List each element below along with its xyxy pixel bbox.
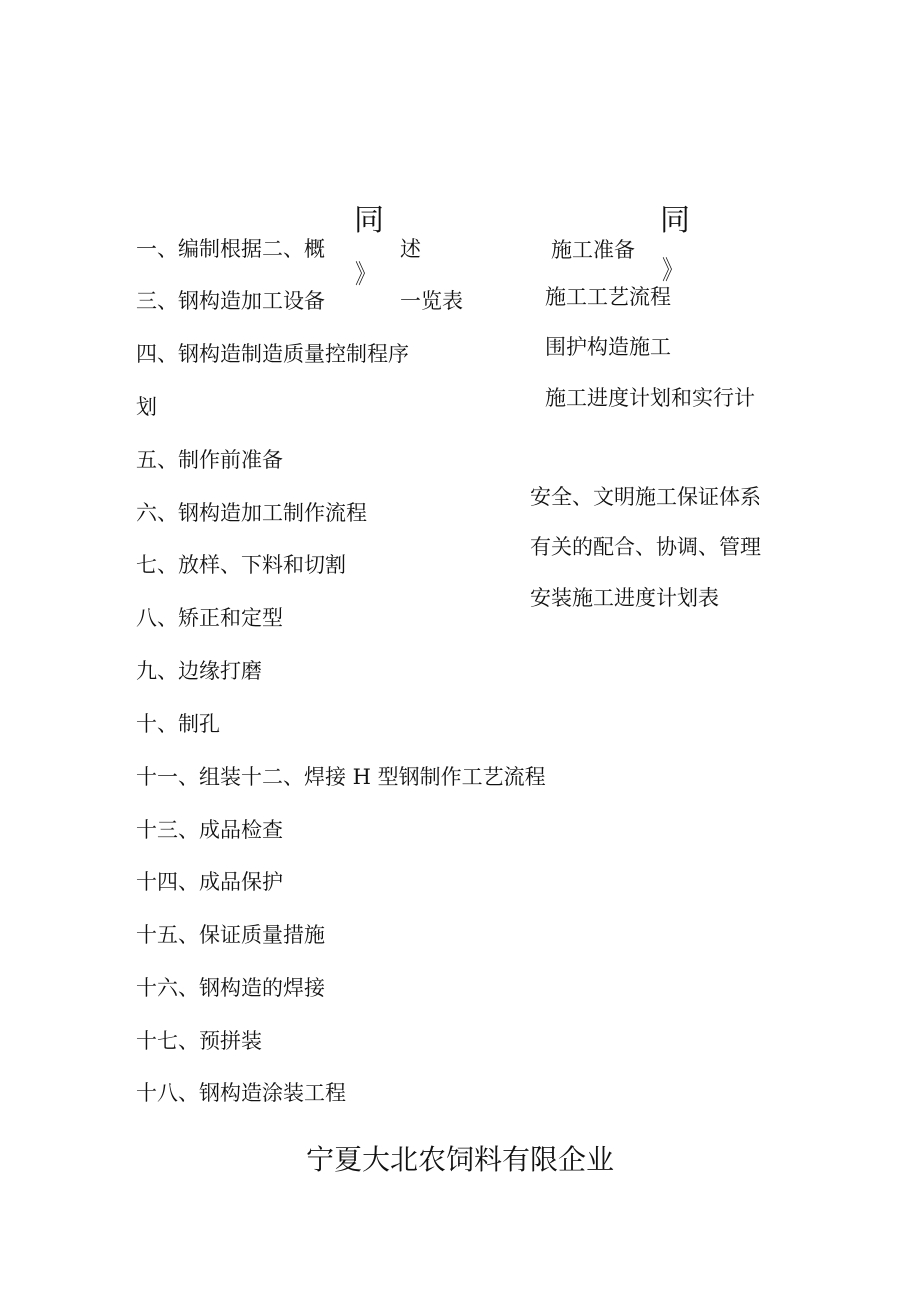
toc-right-line-2: 施工工艺流程 [545,285,671,309]
tong-glyph-right: 同 [660,203,690,238]
toc-line-8: 八、矫正和定型 [136,606,283,630]
toc-line-2: 三、钢构造加工设备 [136,289,325,313]
toc-line-12: 十三、成品检查 [136,818,283,842]
tong-glyph-left: 同 [354,203,384,238]
toc-line-11: 十一、组装十二、焊接 H 型钢制作工艺流程 [136,765,546,789]
angle-quote-glyph-right: 》 [662,256,683,286]
toc-right-line-6: 有关的配合、协调、管理 [530,535,761,559]
toc-line-7: 七、放样、下料和切割 [136,553,346,577]
toc-line-1: 一、编制根据二、概 [136,237,325,261]
toc-line-13: 十四、成品保护 [136,870,283,894]
toc-line-15: 十六、钢构造的焊接 [136,976,325,1000]
toc-line-17: 十八、钢构造涂装工程 [136,1081,346,1105]
toc-line-5: 五、制作前准备 [136,448,283,472]
toc-line-16: 十七、预拼装 [136,1029,262,1053]
toc-right-line-3: 围护构造施工 [545,335,671,359]
toc-line-14: 十五、保证质量措施 [136,923,325,947]
toc-line-4: 划 [136,395,157,419]
toc-line-10: 十、制孔 [136,712,220,736]
angle-quote-glyph-left: 》 [355,260,376,290]
toc-line-9: 九、边缘打磨 [136,659,262,683]
toc-right-line-4: 施工进度计划和实行计 [545,386,755,410]
company-name: 宁夏大北农饲料有限企业 [305,1143,614,1176]
toc-right-line-7: 安装施工进度计划表 [530,586,719,610]
toc-right-line-1: 施工准备 [551,238,635,262]
toc-line-6: 六、钢构造加工制作流程 [136,501,367,525]
toc-right-line-5: 安全、文明施工保证体系 [530,485,761,509]
toc-line-3: 四、钢构造制造质量控制程序 [136,342,409,366]
toc-line-1-tail: 述 [400,237,421,261]
toc-line-2-tail: 一览表 [400,289,463,313]
